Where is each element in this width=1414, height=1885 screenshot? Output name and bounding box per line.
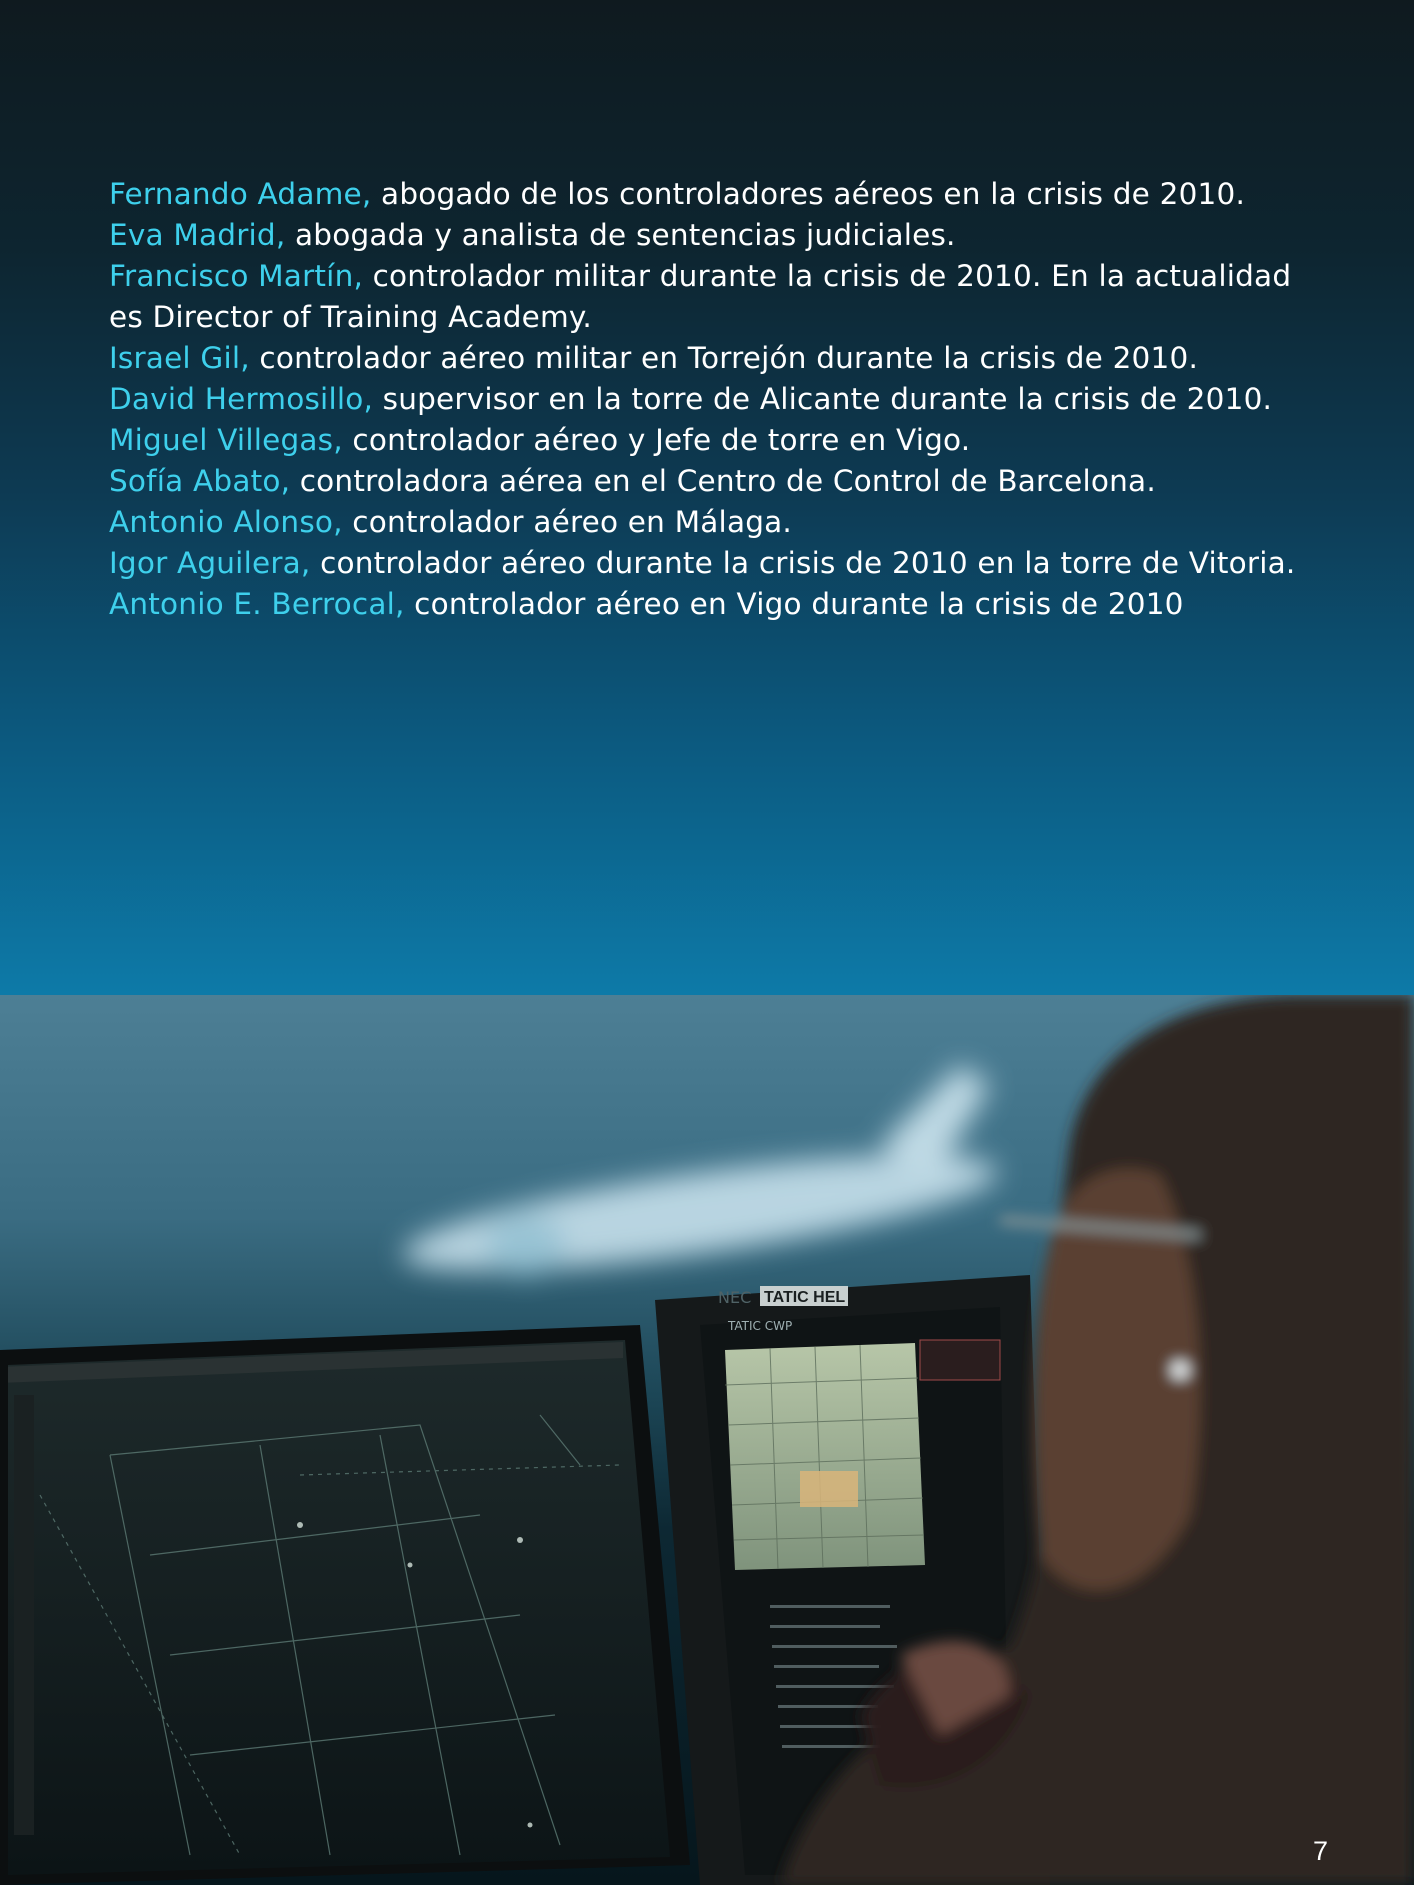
credit-description: controlador militar durante la crisis de 2010. En la actualidad es Director of Training Academy. <box>109 259 1292 334</box>
credit-name: Sofía Abato, <box>109 464 291 498</box>
credit-line <box>109 461 1329 502</box>
credit-name: Fernando Adame, <box>109 177 372 211</box>
credit-line <box>109 338 1329 379</box>
air-traffic-controller-photo <box>0 995 1414 1885</box>
page-number: 7 <box>1312 1836 1328 1866</box>
screen-title: TATIC CWP <box>728 1319 793 1333</box>
credit-line <box>109 502 1329 543</box>
monitor-brand: NEC <box>718 1288 752 1307</box>
airplane-shape <box>397 1065 1002 1294</box>
credit-line <box>109 256 1329 338</box>
credit-description: controlador aéreo militar en Torrejón durante la crisis de 2010. <box>249 341 1199 375</box>
credit-name: Francisco Martín, <box>109 259 364 293</box>
credit-line <box>109 174 1329 215</box>
credit-description: supervisor en la torre de Alicante durante la crisis de 2010. <box>373 382 1273 416</box>
monitor-label: TATIC HEL <box>764 1289 846 1306</box>
credit-line <box>109 215 1329 256</box>
credit-line <box>109 420 1329 461</box>
credit-name: David Hermosillo, <box>109 382 374 416</box>
credit-name: Antonio Alonso, <box>109 505 343 539</box>
credit-description: controlador aéreo en Málaga. <box>342 505 793 539</box>
credit-name: Israel Gil, <box>109 341 250 375</box>
credits-list <box>109 174 1329 625</box>
credit-line <box>109 584 1329 625</box>
credit-description: abogado de los controladores aéreos en la crisis de 2010. <box>371 177 1246 211</box>
radar-monitor <box>0 1325 690 1885</box>
credit-description: controlador aéreo durante la crisis de 2010 en la torre de Vitoria. <box>310 546 1296 580</box>
credit-line <box>109 379 1329 420</box>
credit-name: Miguel Villegas, <box>109 423 343 457</box>
credit-name: Antonio E. Berrocal, <box>109 587 405 621</box>
credit-description: abogada y analista de sentencias judiciales. <box>285 218 956 252</box>
credit-line <box>109 543 1329 584</box>
credit-description: controladora aérea en el Centro de Control de Barcelona. <box>290 464 1156 498</box>
credit-name: Igor Aguilera, <box>109 546 311 580</box>
credit-description: controlador aéreo en Vigo durante la crisis de 2010 <box>404 587 1184 621</box>
photo-illustration <box>0 995 1414 1885</box>
credit-description: controlador aéreo y Jefe de torre en Vigo. <box>342 423 971 457</box>
credit-name: Eva Madrid, <box>109 218 286 252</box>
